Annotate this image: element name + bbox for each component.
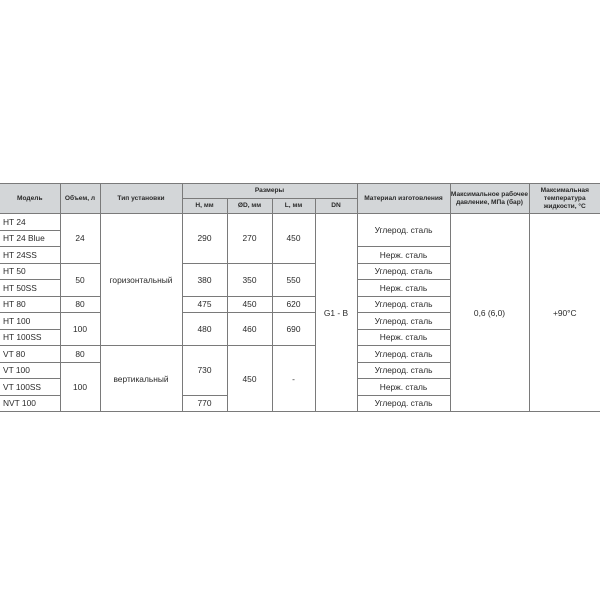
h-cell: 475: [182, 296, 227, 313]
header-dn: DN: [315, 199, 357, 214]
temperature-cell: +90°С: [529, 214, 600, 412]
spec-table: [0, 183, 600, 412]
model-cell: HT 50: [0, 263, 60, 280]
model-cell: HT 24: [0, 214, 60, 231]
material-cell: Углерод. сталь: [357, 313, 450, 330]
h-cell: 290: [182, 214, 227, 264]
model-cell: VT 80: [0, 346, 60, 363]
volume-cell: 100: [60, 313, 100, 346]
header-l: L, мм: [272, 199, 315, 214]
header-install-type: Тип установки: [100, 184, 182, 214]
material-cell: Углерод. сталь: [357, 395, 450, 412]
dn-cell: G1 - B: [315, 214, 357, 412]
header-model: Модель: [0, 184, 60, 214]
model-cell: HT 24 Blue: [0, 230, 60, 247]
install-type-cell: горизонтальный: [100, 214, 182, 346]
l-cell: -: [272, 346, 315, 412]
model-cell: HT 100: [0, 313, 60, 330]
d-cell: 350: [227, 263, 272, 296]
header-h: H, мм: [182, 199, 227, 214]
d-cell: 450: [227, 346, 272, 412]
volume-cell: 50: [60, 263, 100, 296]
pressure-cell: 0,6 (6,0): [450, 214, 529, 412]
model-cell: HT 50SS: [0, 280, 60, 297]
volume-cell: 24: [60, 214, 100, 264]
header-volume: Объем, л: [60, 184, 100, 214]
h-cell: 380: [182, 263, 227, 296]
volume-cell: 80: [60, 346, 100, 363]
model-cell: VT 100SS: [0, 379, 60, 396]
d-cell: 450: [227, 296, 272, 313]
header-temperature: Максимальная температура жидкости, °С: [529, 184, 600, 214]
material-cell: Нерж. сталь: [357, 247, 450, 264]
material-cell: Углерод. сталь: [357, 263, 450, 280]
header-d: ØD, мм: [227, 199, 272, 214]
h-cell: 730: [182, 346, 227, 396]
material-cell: Углерод. сталь: [357, 296, 450, 313]
material-cell: Нерж. сталь: [357, 379, 450, 396]
l-cell: 690: [272, 313, 315, 346]
material-cell: Углерод. сталь: [357, 362, 450, 379]
d-cell: 460: [227, 313, 272, 346]
model-cell: NVT 100: [0, 395, 60, 412]
volume-cell: 80: [60, 296, 100, 313]
h-cell: 480: [182, 313, 227, 346]
d-cell: 270: [227, 214, 272, 264]
material-cell: Нерж. сталь: [357, 329, 450, 346]
model-cell: HT 100SS: [0, 329, 60, 346]
material-cell: Нерж. сталь: [357, 280, 450, 297]
header-pressure: Максимальное рабочее давление, МПа (бар): [450, 184, 529, 214]
material-cell: Углерод. сталь: [357, 214, 450, 247]
volume-cell: 100: [60, 362, 100, 412]
material-cell: Углерод. сталь: [357, 346, 450, 363]
model-cell: VT 100: [0, 362, 60, 379]
header-material: Материал изготовления: [357, 184, 450, 214]
model-cell: HT 24SS: [0, 247, 60, 264]
table-row: [0, 214, 600, 231]
l-cell: 450: [272, 214, 315, 264]
model-cell: HT 80: [0, 296, 60, 313]
h-cell: 770: [182, 395, 227, 412]
header-dimensions: Размеры: [182, 184, 357, 199]
l-cell: 620: [272, 296, 315, 313]
l-cell: 550: [272, 263, 315, 296]
install-type-cell: вертикальный: [100, 346, 182, 412]
